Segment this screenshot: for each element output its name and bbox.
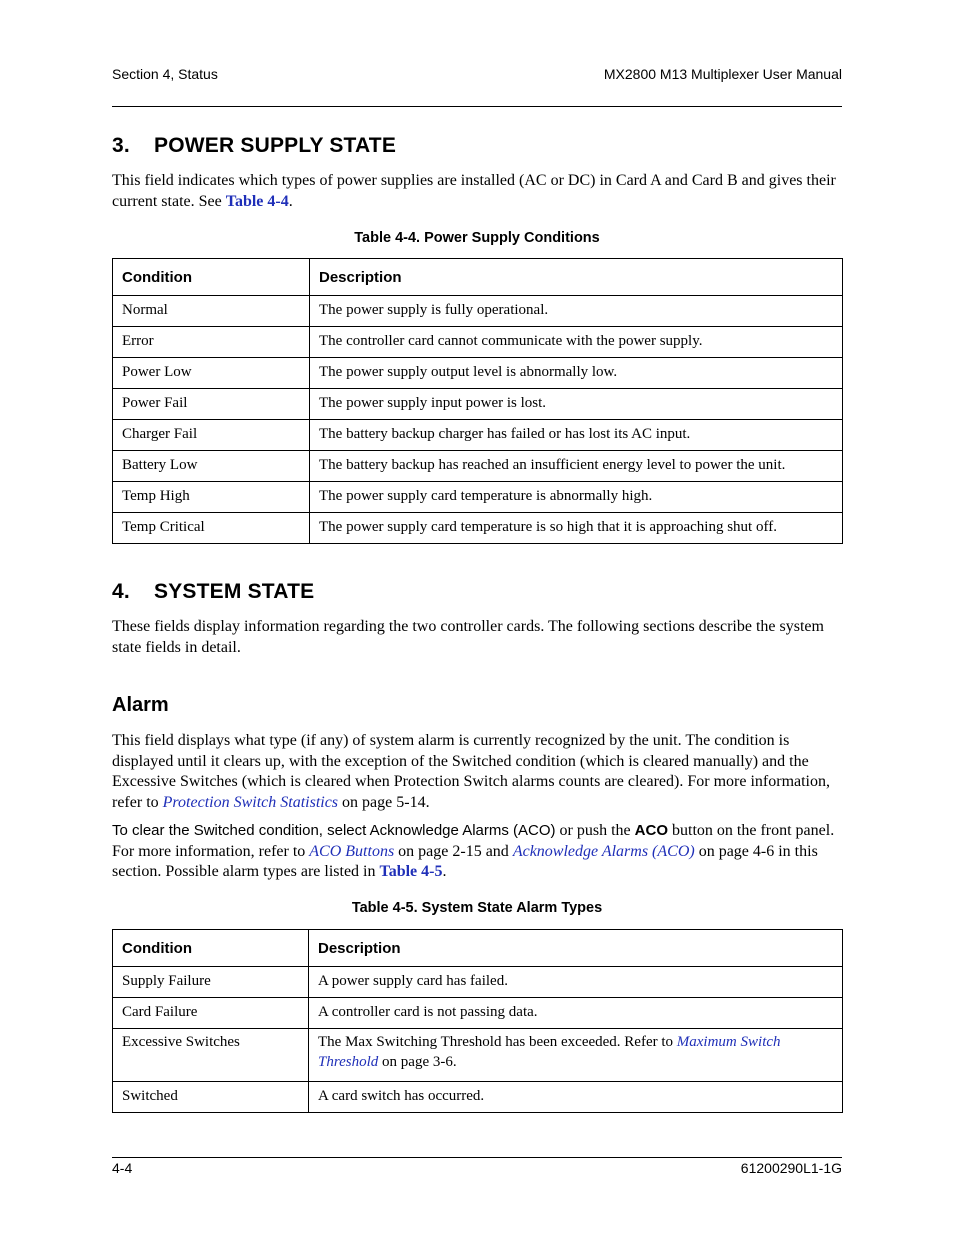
section-4-title: SYSTEM STATE (154, 580, 315, 603)
condition-cell: Card Failure (113, 998, 309, 1029)
document-number: 61200290L1-1G (740, 1160, 842, 1176)
condition-cell: Excessive Switches (113, 1029, 309, 1082)
maximum-switch-threshold-link[interactable]: Maximum Switch Threshold (318, 1034, 781, 1070)
table-row (113, 513, 843, 544)
page-number: 4-4 (112, 1160, 133, 1176)
description-cell (309, 1029, 843, 1082)
section-3-heading (112, 134, 396, 158)
table-row (113, 389, 843, 420)
table-4-5-caption: Table 4-5. System State Alarm Types (351, 900, 603, 916)
section-3-text-end: . (288, 192, 293, 210)
description-cell: A controller card is not passing data. (309, 998, 843, 1029)
table-row (113, 1029, 843, 1082)
alarm-paragraph-2 (112, 821, 842, 883)
description-cell: The power supply card temperature is abnormally high. (310, 482, 843, 513)
table-header-row (113, 930, 843, 967)
description-text: The Max Switching Threshold has been exceeded. Refer to (318, 1034, 677, 1050)
alarm-p1-text-end: on page 5-14. (338, 793, 430, 811)
description-cell: The power supply is fully operational. (310, 296, 843, 327)
alarm-p2-text: button on the front panel. For more information, refer to (112, 822, 835, 860)
table-4-4-caption: Table 4-4. Power Supply Conditions (354, 230, 600, 246)
header-rule (112, 106, 842, 107)
table-row (113, 451, 843, 482)
condition-cell: Temp High (113, 482, 310, 513)
protection-switch-statistics-link[interactable]: Protection Switch Statistics (162, 793, 339, 811)
page-header (112, 64, 842, 84)
table-row (113, 327, 843, 358)
table-row (113, 482, 843, 513)
header-manual-title: MX2800 M13 Multiplexer User Manual (603, 66, 842, 82)
alarm-p2-text: on page 4-6 in this section. Possible alarm types are listed in (112, 842, 818, 880)
section-3-number: 3. (112, 134, 130, 157)
description-cell: The battery backup has reached an insufficient energy level to power the unit. (310, 451, 843, 482)
section-3-paragraph (112, 171, 842, 212)
table-row (113, 296, 843, 327)
alarm-paragraph-1 (112, 731, 842, 813)
column-header-condition: Condition (113, 259, 310, 296)
condition-cell: Normal (113, 296, 310, 327)
condition-cell: Supply Failure (113, 967, 309, 998)
description-text-end: on page 3-6. (378, 1053, 457, 1070)
description-cell: The battery backup charger has failed or has lost its AC input. (310, 420, 843, 451)
table-4-4-link[interactable]: Table 4-4 (225, 192, 289, 210)
section-3-text: This field indicates which types of power supplies are installed (AC or DC) in Card A and Card B and gives their current state. See (112, 172, 836, 210)
alarm-p2-text: on page 2-15 and (394, 842, 513, 860)
condition-cell: Error (113, 327, 310, 358)
condition-cell: Charger Fail (113, 420, 310, 451)
description-cell: The power supply input power is lost. (310, 389, 843, 420)
power-supply-conditions-table (112, 258, 843, 544)
alarm-p2-text: or push the (555, 822, 635, 839)
page-footer (112, 1158, 842, 1178)
table-row (113, 420, 843, 451)
header-section-label: Section 4, Status (112, 66, 218, 82)
column-header-description: Description (310, 259, 843, 296)
section-3-title: POWER SUPPLY STATE (154, 134, 397, 157)
description-cell: A power supply card has failed. (309, 967, 843, 998)
aco-buttons-link[interactable]: ACO Buttons (309, 842, 395, 860)
condition-cell: Power Low (113, 358, 310, 389)
section-4-heading (112, 580, 314, 604)
aco-bold-text: ACO (634, 822, 668, 839)
column-header-description: Description (309, 930, 843, 967)
description-cell: The controller card cannot communicate with the power supply. (310, 327, 843, 358)
acknowledge-alarms-link[interactable]: Acknowledge Alarms (ACO) (512, 842, 695, 860)
description-cell: The power supply card temperature is so high that it is approaching shut off. (310, 513, 843, 544)
section-4-paragraph: These fields display information regarding the two controller cards. The following sections describe the system state fields in detail. (112, 618, 824, 656)
alarm-p2-text-end: . (442, 863, 447, 880)
alarm-heading: Alarm (112, 694, 169, 716)
alarm-p1-text: This field displays what type (if any) of system alarm is currently recognized by the unit. The condition is displayed until it clears up, with the exception of the Switched condition (which is cleared manually) and the Excessive Switches (which is cleared when Protection Switch alarms counts are cleared). For more information, refer to (112, 732, 830, 811)
condition-cell: Switched (113, 1082, 309, 1113)
system-state-alarm-types-table (112, 929, 843, 1113)
condition-cell: Battery Low (113, 451, 310, 482)
section-4-number: 4. (112, 580, 130, 603)
description-cell: The power supply output level is abnormally low. (310, 358, 843, 389)
column-header-condition: Condition (113, 930, 309, 967)
alarm-p2-sans-text: To clear the Switched condition, select Acknowledge Alarms (ACO) (112, 822, 556, 839)
table-row (113, 998, 843, 1029)
table-row (113, 967, 843, 998)
table-4-5-link[interactable]: Table 4-5 (379, 863, 443, 880)
description-cell: A card switch has occurred. (309, 1082, 843, 1113)
table-row (113, 358, 843, 389)
condition-cell: Temp Critical (113, 513, 310, 544)
condition-cell: Power Fail (113, 389, 310, 420)
table-header-row (113, 259, 843, 296)
table-row (113, 1082, 843, 1113)
